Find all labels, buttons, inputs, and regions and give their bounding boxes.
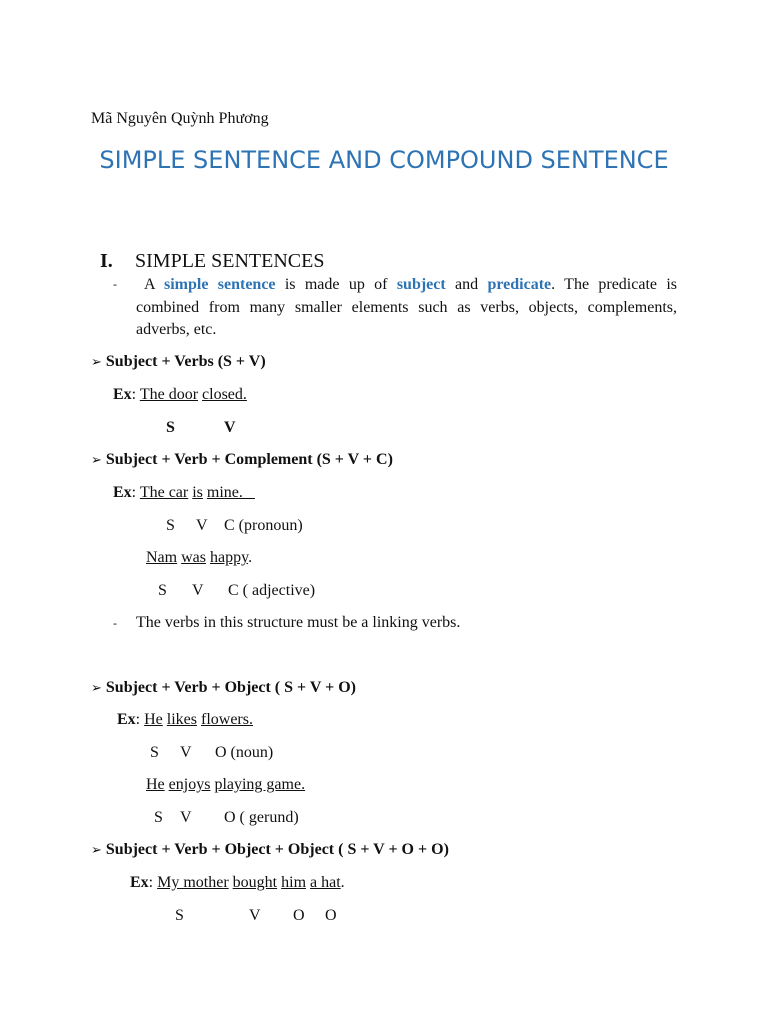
example-line: Ex: He likes flowers. <box>117 711 253 728</box>
arrow-bullet-icon: ➢ <box>91 453 102 468</box>
tag-o: O ( gerund) <box>224 809 299 826</box>
list-dash: - <box>113 277 117 291</box>
section-title: SIMPLE SENTENCES <box>135 250 325 272</box>
tag-v: V <box>249 907 261 924</box>
example-line: Ex: My mother bought him a hat. <box>130 874 345 891</box>
tag-o: O (noun) <box>215 744 274 761</box>
tag-c: C ( adjective) <box>228 582 316 599</box>
author-name: Mã Nguyên Quỳnh Phương <box>91 110 269 127</box>
arrow-bullet-icon: ➢ <box>91 355 102 370</box>
pattern-heading-svo: ➢ Subject + Verb + Object ( S + V + O) <box>91 679 357 696</box>
tag-s: S <box>150 744 159 761</box>
document-title: SIMPLE SENTENCE AND COMPOUND SENTENCE <box>99 146 669 174</box>
tag-s: S <box>166 517 175 534</box>
list-dash: - <box>113 616 117 630</box>
arrow-bullet-icon: ➢ <box>91 843 102 858</box>
tag-o: O <box>325 907 337 924</box>
pattern-heading-svc: ➢ Subject + Verb + Complement (S + V + C) <box>91 451 393 468</box>
tag-v: V <box>192 582 204 599</box>
example-line: Ex: The door closed. <box>113 386 247 403</box>
tag-o: O <box>293 907 305 924</box>
tag-s: S <box>158 582 167 599</box>
example-line: Nam was happy. <box>146 549 253 566</box>
section-heading <box>100 249 324 273</box>
tag-v: V <box>180 809 192 826</box>
tag-v: V <box>224 419 236 436</box>
tag-c: C (pronoun) <box>224 517 303 534</box>
pattern-heading-svoo: ➢ Subject + Verb + Object + Object ( S + V + O + O) <box>91 841 449 858</box>
tag-s: S <box>175 907 184 924</box>
tag-s: S <box>166 419 175 436</box>
keyword-subject: subject <box>396 276 446 293</box>
pattern-heading-sv: ➢ Subject + Verbs (S + V) <box>91 353 266 370</box>
tag-v: V <box>196 517 208 534</box>
note-text: The verbs in this structure must be a linking verbs. <box>136 614 461 631</box>
section-number: I. <box>100 250 113 272</box>
tag-v: V <box>180 744 192 761</box>
example-line: Ex: The car is mine. <box>113 484 255 501</box>
intro-paragraph: A simple sentence is made up of subject and predicate. The predicate is combined from many smaller elements such as verbs, objects, complements, adverbs, etc. <box>136 276 677 338</box>
example-line: He enjoys playing game. <box>146 776 306 793</box>
arrow-bullet-icon: ➢ <box>91 681 102 696</box>
tag-s: S <box>154 809 163 826</box>
keyword-simple-sentence: simple sentence <box>164 276 276 293</box>
keyword-predicate: predicate <box>487 276 552 293</box>
